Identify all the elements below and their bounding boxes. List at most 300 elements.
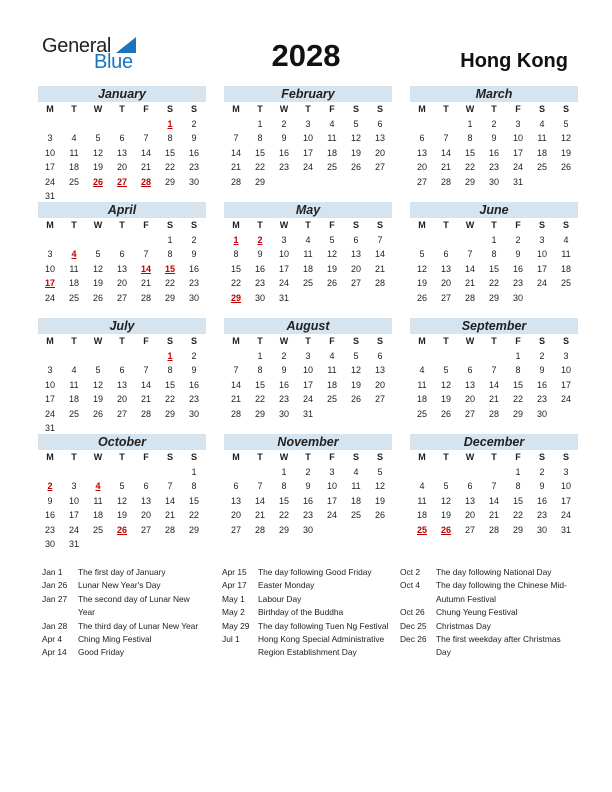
day-cell: 8 — [167, 133, 173, 143]
day-cell: 3 — [71, 481, 77, 491]
day-cell: 11 — [93, 495, 103, 506]
empty-day-cell — [62, 349, 86, 364]
day-cell: 20 — [140, 510, 151, 520]
day-cell: 6 — [119, 365, 125, 375]
empty-day-cell — [410, 233, 434, 248]
weekday-label: M — [232, 336, 240, 346]
day-cell: 8 — [167, 249, 173, 259]
day-cell: 21 — [254, 510, 265, 520]
weekday-label: M — [418, 452, 426, 462]
day-cell: 18 — [68, 394, 79, 404]
day-cell: 4 — [305, 234, 311, 245]
month-december — [410, 434, 578, 537]
month-title: April — [38, 202, 206, 218]
day-cell: 28 — [488, 408, 499, 419]
empty-day-cell — [86, 537, 110, 552]
day-cell: 14 — [440, 147, 451, 158]
day-cell: 13 — [116, 263, 127, 274]
day-cell: 11 — [561, 249, 571, 259]
day-cell: 30 — [188, 176, 199, 187]
holiday-name: The third day of Lunar New Year — [78, 620, 199, 631]
month-title: August — [224, 318, 392, 334]
weekday-label: M — [232, 220, 240, 230]
day-cell: 13 — [464, 495, 475, 506]
day-cell: 5 — [119, 481, 125, 491]
day-cell: 31 — [560, 524, 571, 535]
day-cell: 19 — [116, 510, 127, 520]
holiday-list-item — [222, 566, 392, 579]
month-september — [410, 318, 578, 421]
week-row — [224, 349, 392, 364]
weekday-label: S — [538, 220, 545, 230]
day-cell: 24 — [44, 292, 55, 303]
holiday-date: May 29 — [222, 620, 250, 631]
holiday-name: Ching Ming Festival — [78, 634, 152, 645]
weekday-header-row — [224, 218, 392, 233]
weekday-label: F — [329, 336, 335, 346]
day-cell: 23 — [536, 394, 547, 404]
day-cell: 25 — [416, 408, 427, 419]
empty-day-cell — [86, 233, 110, 248]
holiday-list-item — [400, 606, 570, 619]
day-cell: 23 — [188, 394, 199, 404]
weekday-label: T — [491, 336, 497, 346]
holiday-list-column-1 — [42, 566, 204, 660]
holiday-name: The day following Tuen Ng Festival — [258, 620, 389, 631]
day-cell: 23 — [302, 510, 313, 520]
day-cell: 5 — [353, 118, 359, 129]
weekday-header-row — [224, 334, 392, 349]
day-cell: 29 — [278, 524, 289, 535]
day-cell: 2 — [281, 350, 287, 361]
holiday-day-cell: 29 — [230, 292, 241, 303]
day-cell: 9 — [539, 481, 545, 491]
day-cell: 18 — [68, 278, 79, 288]
week-row — [38, 175, 206, 190]
holiday-name: The day following National Day — [436, 567, 552, 577]
day-cell: 17 — [302, 147, 313, 158]
holiday-date: May 2 — [222, 607, 245, 618]
day-cell: 15 — [512, 495, 523, 506]
day-cell: 6 — [377, 118, 383, 129]
day-cell: 15 — [488, 263, 499, 274]
day-cell: 27 — [140, 524, 151, 535]
holiday-list-item — [222, 620, 392, 633]
week-row — [224, 233, 392, 248]
day-cell: 30 — [188, 408, 199, 419]
day-cell: 28 — [254, 524, 265, 535]
day-cell: 8 — [491, 249, 497, 259]
day-cell: 23 — [278, 394, 289, 404]
day-cell: 27 — [440, 292, 451, 303]
day-cell: 8 — [515, 481, 521, 491]
holiday-day-cell: 2 — [257, 234, 263, 245]
day-cell: 23 — [512, 278, 523, 288]
week-row — [224, 407, 392, 422]
day-cell: 7 — [233, 133, 239, 143]
weekday-label: T — [119, 220, 125, 230]
empty-day-cell — [458, 349, 482, 364]
weekday-label: S — [166, 220, 173, 230]
day-cell: 6 — [467, 365, 473, 375]
holiday-list-item — [42, 579, 204, 592]
week-row — [410, 494, 578, 509]
holiday-date: Jan 1 — [42, 567, 63, 577]
day-cell: 22 — [278, 510, 289, 520]
day-cell: 17 — [44, 162, 55, 172]
weekday-label: S — [352, 220, 359, 230]
day-cell: 4 — [563, 234, 569, 245]
day-cell: 21 — [164, 510, 175, 520]
day-cell: 19 — [560, 147, 571, 158]
day-cell: 5 — [443, 481, 449, 491]
day-cell: 29 — [254, 176, 265, 187]
month-january — [38, 86, 206, 204]
week-row — [224, 494, 392, 509]
day-cell: 12 — [350, 133, 361, 143]
empty-day-cell — [368, 291, 392, 306]
day-cell: 9 — [281, 133, 287, 143]
day-cell: 27 — [116, 292, 127, 303]
day-cell: 3 — [539, 234, 545, 245]
holiday-name: Birthday of the Buddha — [258, 607, 344, 618]
day-cell: 8 — [281, 481, 287, 491]
day-cell: 31 — [44, 191, 55, 201]
day-cell: 5 — [377, 466, 383, 477]
empty-day-cell — [410, 465, 434, 480]
day-cell: 25 — [326, 162, 337, 172]
day-cell: 29 — [188, 524, 199, 535]
holiday-date: Jul 1 — [222, 634, 240, 645]
week-row — [410, 363, 578, 378]
day-cell: 2 — [539, 466, 545, 477]
day-cell: 2 — [305, 466, 311, 477]
day-cell: 15 — [254, 147, 265, 158]
day-cell: 8 — [167, 365, 173, 375]
week-row — [38, 407, 206, 422]
day-cell: 29 — [512, 408, 523, 419]
day-cell: 4 — [71, 365, 77, 375]
day-cell: 1 — [167, 234, 173, 245]
day-cell: 21 — [140, 394, 151, 404]
empty-day-cell — [134, 465, 158, 480]
month-title: January — [38, 86, 206, 102]
holiday-name: The second day of Lunar New Year — [78, 593, 190, 618]
day-cell: 2 — [539, 350, 545, 361]
day-cell: 19 — [92, 394, 103, 404]
day-cell: 28 — [374, 278, 385, 288]
day-cell: 18 — [326, 147, 337, 158]
day-cell: 7 — [491, 481, 497, 491]
day-cell: 28 — [230, 176, 241, 187]
month-title: December — [410, 434, 578, 450]
day-cell: 9 — [191, 249, 197, 259]
weekday-header-row — [38, 218, 206, 233]
holiday-date: Dec 25 — [400, 620, 427, 631]
day-cell: 25 — [302, 278, 313, 288]
weekday-label: W — [93, 104, 103, 114]
month-title: May — [224, 202, 392, 218]
day-cell: 26 — [416, 292, 427, 303]
week-row — [410, 117, 578, 132]
day-cell: 17 — [512, 147, 523, 158]
holiday-date: Oct 2 — [400, 567, 421, 577]
holiday-day-cell: 4 — [71, 249, 77, 259]
day-cell: 18 — [350, 495, 361, 506]
empty-day-cell — [554, 291, 578, 306]
day-cell: 17 — [278, 263, 289, 274]
day-cell: 11 — [327, 365, 337, 375]
empty-day-cell — [248, 465, 272, 480]
holiday-list-item — [222, 579, 392, 592]
weekday-label: T — [305, 336, 311, 346]
day-cell: 7 — [233, 365, 239, 375]
weekday-label: W — [93, 220, 103, 230]
weekday-header-row — [410, 450, 578, 465]
day-cell: 29 — [164, 292, 175, 303]
weekday-label: T — [71, 104, 77, 114]
day-cell: 3 — [305, 118, 311, 129]
week-row — [38, 537, 206, 552]
empty-day-cell — [134, 537, 158, 552]
day-cell: 8 — [191, 481, 197, 491]
empty-day-cell — [368, 523, 392, 538]
day-cell: 27 — [464, 524, 475, 535]
day-cell: 26 — [92, 292, 103, 303]
day-cell: 28 — [488, 524, 499, 535]
weekday-label: S — [166, 104, 173, 114]
day-cell: 11 — [417, 379, 427, 390]
day-cell: 20 — [116, 278, 127, 288]
month-title: July — [38, 318, 206, 334]
day-cell: 4 — [419, 365, 425, 375]
holiday-list-column-3 — [400, 566, 570, 660]
day-cell: 27 — [350, 278, 361, 288]
weekday-label: W — [465, 104, 475, 114]
day-cell: 11 — [417, 495, 427, 506]
day-cell: 20 — [464, 510, 475, 520]
weekday-label: M — [46, 104, 54, 114]
day-cell: 19 — [92, 162, 103, 172]
weekday-label: S — [538, 104, 545, 114]
weekday-label: S — [166, 452, 173, 462]
weekday-label: S — [352, 452, 359, 462]
weekday-label: S — [562, 452, 569, 462]
day-cell: 6 — [419, 133, 425, 143]
holiday-day-cell: 1 — [167, 350, 173, 361]
day-cell: 31 — [44, 423, 55, 433]
day-cell: 16 — [278, 147, 289, 158]
weekday-label: T — [443, 452, 449, 462]
weekday-label: S — [376, 452, 383, 462]
day-cell: 30 — [254, 292, 265, 303]
day-cell: 29 — [512, 524, 523, 535]
weekday-header-row — [410, 218, 578, 233]
day-cell: 3 — [47, 133, 53, 143]
weekday-label: S — [190, 220, 197, 230]
day-cell: 28 — [464, 292, 475, 303]
month-title: November — [224, 434, 392, 450]
day-cell: 19 — [440, 510, 451, 520]
holiday-date: Oct 4 — [400, 580, 421, 591]
day-cell: 13 — [140, 495, 151, 506]
day-cell: 23 — [44, 524, 55, 535]
day-cell: 21 — [140, 278, 151, 288]
day-cell: 12 — [326, 249, 337, 259]
holiday-list-item — [400, 566, 570, 579]
holiday-day-cell: 28 — [140, 176, 151, 187]
day-cell: 22 — [230, 278, 241, 288]
weekday-label: F — [329, 220, 335, 230]
week-row — [410, 160, 578, 175]
week-row — [224, 508, 392, 523]
day-cell: 20 — [350, 263, 361, 274]
weekday-label: S — [352, 336, 359, 346]
day-cell: 7 — [143, 249, 149, 259]
empty-day-cell — [530, 175, 554, 190]
day-cell: 25 — [68, 408, 79, 419]
weekday-label: T — [443, 220, 449, 230]
month-july — [38, 318, 206, 436]
week-row — [410, 465, 578, 480]
day-cell: 15 — [254, 379, 265, 390]
day-cell: 25 — [350, 510, 361, 520]
day-cell: 25 — [326, 394, 337, 404]
weekday-label: F — [515, 336, 521, 346]
day-cell: 22 — [164, 278, 175, 288]
day-cell: 24 — [278, 278, 289, 288]
holiday-day-cell: 14 — [140, 263, 151, 274]
day-cell: 13 — [350, 249, 361, 259]
weekday-label: S — [190, 452, 197, 462]
week-row — [410, 247, 578, 262]
day-cell: 24 — [44, 408, 55, 419]
day-cell: 24 — [302, 394, 313, 404]
day-cell: 25 — [560, 278, 571, 288]
day-cell: 15 — [188, 495, 199, 506]
week-row — [224, 291, 392, 306]
day-cell: 3 — [281, 234, 287, 245]
empty-day-cell — [368, 407, 392, 422]
weekday-label: S — [166, 336, 173, 346]
day-cell: 21 — [230, 162, 241, 172]
holiday-day-cell: 25 — [416, 524, 427, 535]
day-cell: 26 — [440, 408, 451, 419]
week-row — [410, 276, 578, 291]
holiday-list-item — [222, 593, 392, 606]
week-row — [410, 233, 578, 248]
day-cell: 23 — [254, 278, 265, 288]
day-cell: 24 — [536, 278, 547, 288]
empty-day-cell — [344, 175, 368, 190]
empty-day-cell — [434, 233, 458, 248]
weekday-label: T — [491, 104, 497, 114]
holiday-name: Easter Monday — [258, 580, 315, 591]
holiday-date: Apr 14 — [42, 647, 67, 658]
day-cell: 7 — [167, 481, 173, 491]
day-cell: 9 — [305, 481, 311, 491]
week-row — [224, 131, 392, 146]
day-cell: 29 — [464, 176, 475, 187]
weekday-label: S — [562, 220, 569, 230]
day-cell: 15 — [164, 147, 175, 158]
day-cell: 6 — [377, 350, 383, 361]
month-may — [224, 202, 392, 305]
weekday-header-row — [38, 334, 206, 349]
day-cell: 16 — [44, 510, 55, 520]
day-cell: 18 — [68, 162, 79, 172]
day-cell: 5 — [95, 133, 101, 143]
day-cell: 27 — [374, 394, 385, 404]
week-row — [38, 349, 206, 364]
weekday-header-row — [224, 450, 392, 465]
empty-day-cell — [224, 349, 248, 364]
day-cell: 27 — [374, 162, 385, 172]
weekday-label: S — [562, 336, 569, 346]
day-cell: 9 — [281, 365, 287, 375]
empty-day-cell — [110, 233, 134, 248]
day-cell: 11 — [69, 147, 79, 158]
day-cell: 24 — [512, 162, 523, 172]
day-cell: 7 — [443, 133, 449, 143]
empty-day-cell — [434, 465, 458, 480]
day-cell: 29 — [164, 408, 175, 419]
week-row — [38, 363, 206, 378]
weekday-label: S — [376, 336, 383, 346]
holiday-date: Jan 27 — [42, 593, 68, 604]
empty-day-cell — [62, 465, 86, 480]
day-cell: 11 — [351, 481, 361, 491]
weekday-label: W — [465, 336, 475, 346]
weekday-label: W — [279, 452, 289, 462]
holiday-date: Dec 26 — [400, 634, 427, 645]
holiday-date: Jan 28 — [42, 620, 68, 631]
holiday-day-cell: 27 — [116, 176, 127, 187]
day-cell: 26 — [350, 394, 361, 404]
weekday-label: S — [190, 104, 197, 114]
holiday-date: Oct 26 — [400, 607, 425, 618]
day-cell: 1 — [467, 118, 473, 129]
day-cell: 21 — [488, 394, 499, 404]
day-cell: 24 — [68, 524, 79, 535]
weekday-label: M — [46, 452, 54, 462]
day-cell: 7 — [257, 481, 263, 491]
day-cell: 5 — [329, 234, 335, 245]
day-cell: 3 — [47, 365, 53, 375]
day-cell: 11 — [327, 133, 337, 143]
day-cell: 2 — [281, 118, 287, 129]
day-cell: 16 — [188, 379, 199, 390]
empty-day-cell — [182, 537, 206, 552]
month-april — [38, 202, 206, 305]
holiday-date: May 1 — [222, 593, 245, 604]
day-cell: 3 — [329, 466, 335, 477]
week-row — [410, 407, 578, 422]
day-cell: 26 — [374, 510, 385, 520]
day-cell: 16 — [536, 495, 547, 506]
empty-day-cell — [410, 117, 434, 132]
holiday-day-cell: 4 — [95, 481, 101, 491]
day-cell: 26 — [326, 278, 337, 288]
month-june — [410, 202, 578, 305]
day-cell: 13 — [464, 379, 475, 390]
day-cell: 22 — [254, 162, 265, 172]
day-cell: 6 — [143, 481, 149, 491]
day-cell: 20 — [374, 147, 385, 158]
day-cell: 8 — [467, 133, 473, 143]
day-cell: 17 — [560, 495, 571, 506]
weekday-label: T — [491, 452, 497, 462]
